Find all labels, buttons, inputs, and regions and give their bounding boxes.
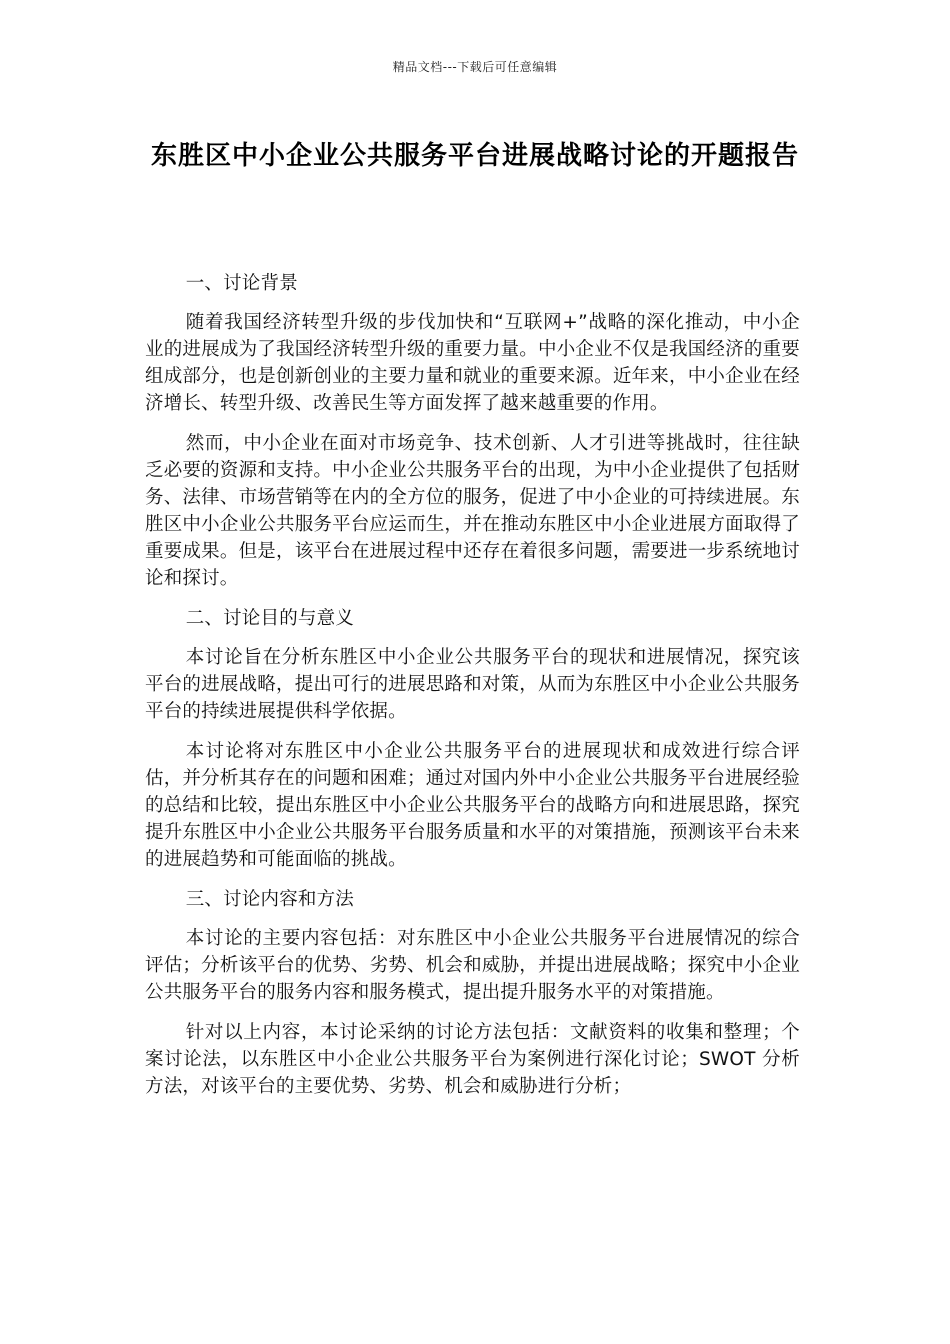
paragraph: 本讨论将对东胜区中小企业公共服务平台的进展现状和成效进行综合评估，并分析其存在的问题和困难；通过对国内外中小企业公共服务平台进展经验的总结和比较，提出东胜区中小企业公共服务平台的战略方向和进展思路，探究提升东胜区中小企业公共服务平台服务质量和水平的对策措施，预测该平台未来的进展趋势和可能面临的挑战。 (145, 741, 800, 870)
paragraph: 本讨论旨在分析东胜区中小企业公共服务平台的现状和进展情况，探究该平台的进展战略，提出可行的进展思路和对策，从而为东胜区中小企业公共服务平台的持续进展提供科学依据。 (145, 647, 800, 722)
section-heading-purpose: 二、讨论目的与意义 (185, 608, 354, 629)
paragraph: 然而，中小企业在面对市场竞争、技术创新、人才引进等挑战时，往往缺乏必要的资源和支持。中小企业公共服务平台的出现，为中小企业提供了包括财务、法律、市场营销等在内的全方位的服务，促进了中小企业的可持续进展。东胜区中小企业公共服务平台应运而生，并在推动东胜区中小企业进展方面取得了重要成果。但是，该平台在进展过程中还存在着很多问题，需要进一步系统地讨论和探讨。 (145, 433, 800, 589)
section-heading-background: 一、讨论背景 (185, 273, 298, 294)
section-heading-content-methods: 三、讨论内容和方法 (185, 889, 354, 910)
paragraph: 针对以上内容，本讨论采纳的讨论方法包括：文献资料的收集和整理；个案讨论法，以东胜区中小企业公共服务平台为案例进行深化讨论；SWOT 分析方法，对该平台的主要优势、劣势、机会和威胁进行分析； (145, 1022, 800, 1097)
header-note: 精品文档---下载后可任意编辑 (392, 60, 558, 74)
document-body (145, 270, 800, 1113)
document-title: 东胜区中小企业公共服务平台进展战略讨论的开题报告 (150, 141, 799, 171)
paragraph: 随着我国经济转型升级的步伐加快和“互联网+”战略的深化推动，中小企业的进展成为了我国经济转型升级的重要力量。中小企业不仅是我国经济的重要组成部分，也是创新创业的主要力量和就业的重要来源。近年来，中小企业在经济增长、转型升级、改善民生等方面发挥了越来越重要的作用。 (145, 312, 800, 414)
paragraph: 本讨论的主要内容包括：对东胜区中小企业公共服务平台进展情况的综合评估；分析该平台的优势、劣势、机会和威胁，并提出进展战略；探究中小企业公共服务平台的服务内容和服务模式，提出提升服务水平的对策措施。 (145, 928, 800, 1003)
